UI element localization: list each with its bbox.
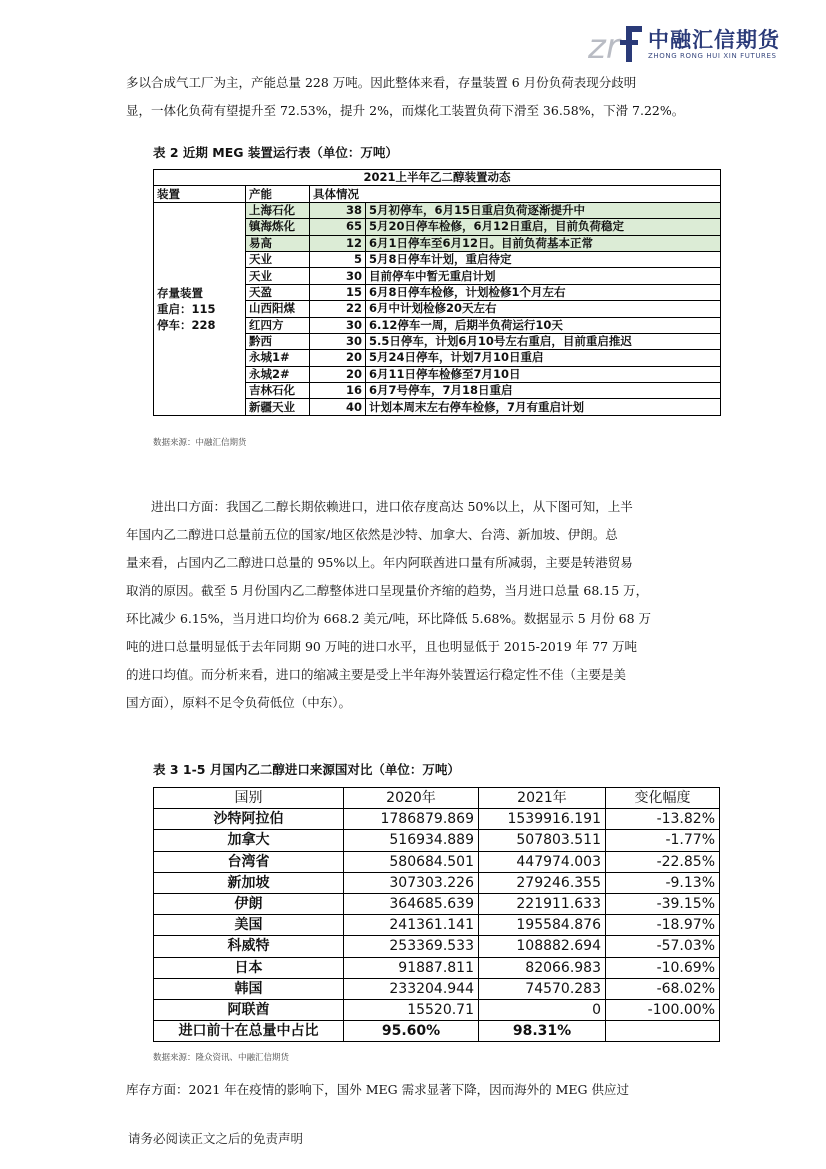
inventory-paragraph (126, 1076, 706, 1104)
table-row (154, 893, 720, 914)
plant-name: 永城1# (246, 350, 310, 366)
table3-header-2020: 2020年 (344, 788, 479, 809)
plant-detail: 5.5日停车，计划6月10号左右重启，目前重启推迟 (366, 333, 721, 349)
plant-capacity: 38 (310, 202, 366, 218)
plant-capacity: 16 (310, 383, 366, 399)
plant-detail: 目前停车中暂无重启计划 (366, 268, 721, 284)
table2-source: 数据来源：中融汇信期货 (153, 438, 247, 448)
text-line: 量来看，占国内乙二醇进口总量的 95%以上。年内阿联酋进口量有所减弱，主要是转港贸易 (126, 555, 633, 570)
share-change (606, 1021, 720, 1042)
text-line: 国方面），原料不足令负荷低位（中东）。 (126, 695, 352, 710)
change-pct: -57.03% (606, 936, 720, 957)
country-name: 美国 (154, 915, 344, 936)
table-row (154, 915, 720, 936)
text-line: 吨的进口总量明显低于去年同期 90 万吨的进口水平，且也明显低于 2015-2019 年 77 万吨 (126, 639, 637, 654)
value-2020: 1786879.869 (344, 809, 479, 830)
share-label: 进口前十在总量中占比 (154, 1021, 344, 1042)
plant-name: 黔西 (246, 333, 310, 349)
disclaimer-footer: 请务必阅读正文之后的免责声明 (128, 1131, 304, 1146)
value-2021: 195584.876 (479, 915, 606, 936)
group-label-line: 存量装置 (157, 285, 203, 300)
plant-detail: 6月1日停车至6月12日。目前负荷基本正常 (366, 235, 721, 251)
meg-plant-table (153, 169, 721, 416)
country-name: 科威特 (154, 936, 344, 957)
share-row (154, 1021, 720, 1042)
plant-detail: 5月24日停车，计划7月10日重启 (366, 350, 721, 366)
import-source-table (153, 787, 720, 1042)
plant-detail: 6月7号停车，7月18日重启 (366, 383, 721, 399)
table3-header-2021: 2021年 (479, 788, 606, 809)
plant-capacity: 30 (310, 333, 366, 349)
value-2021: 1539916.191 (479, 809, 606, 830)
change-pct: -100.00% (606, 999, 720, 1020)
share-2020: 95.60% (344, 1021, 479, 1042)
plant-capacity: 30 (310, 268, 366, 284)
svg-text:zr: zr (588, 27, 620, 64)
plant-capacity: 20 (310, 350, 366, 366)
plant-capacity: 5 (310, 251, 366, 267)
table-row (154, 936, 720, 957)
plant-capacity: 22 (310, 301, 366, 317)
text-line: 环比减少 6.15%，当月进口均价为 668.2 美元/吨，环比降低 5.68%。数据显示 5 月份 68 万 (126, 611, 652, 626)
table2-header-detail: 具体情况 (310, 186, 721, 202)
value-2020: 241361.141 (344, 915, 479, 936)
group-label-line: 停车：228 (157, 317, 216, 332)
table-row (154, 830, 720, 851)
logo-en-text: ZHONG RONG HUI XIN FUTURES (648, 52, 777, 60)
plant-capacity: 40 (310, 399, 366, 415)
plant-detail: 6月8日停车检修，计划检修1个月左右 (366, 284, 721, 300)
table3-caption: 表 3 1-5 月国内乙二醇进口来源国对比（单位：万吨） (153, 762, 460, 777)
plant-capacity: 20 (310, 366, 366, 382)
value-2020: 307303.226 (344, 872, 479, 893)
plant-detail: 5月8日停车计划，重启待定 (366, 251, 721, 267)
value-2020: 233204.944 (344, 978, 479, 999)
value-2020: 580684.501 (344, 851, 479, 872)
table-row (154, 957, 720, 978)
logo-cn-text: 中融汇信期货 (648, 28, 780, 52)
plant-detail: 5月初停车，6月15日重启负荷逐渐提升中 (366, 202, 721, 218)
change-pct: -13.82% (606, 809, 720, 830)
value-2021: 82066.983 (479, 957, 606, 978)
plant-name: 吉林石化 (246, 383, 310, 399)
value-2021: 507803.511 (479, 830, 606, 851)
group-label (154, 202, 246, 415)
table-row (154, 809, 720, 830)
plant-detail: 6月11日停车检修至7月10日 (366, 366, 721, 382)
plant-detail: 计划本周末左右停车检修，7月有重启计划 (366, 399, 721, 415)
plant-capacity: 12 (310, 235, 366, 251)
country-name: 新加坡 (154, 872, 344, 893)
value-2021: 221911.633 (479, 893, 606, 914)
zrf-logo-mark-icon (588, 24, 644, 64)
plant-name: 山西阳煤 (246, 301, 310, 317)
value-2021: 74570.283 (479, 978, 606, 999)
table3-header-country: 国别 (154, 788, 344, 809)
table3-header-change: 变化幅度 (606, 788, 720, 809)
share-2021: 98.31% (479, 1021, 606, 1042)
change-pct: -18.97% (606, 915, 720, 936)
value-2020: 91887.811 (344, 957, 479, 978)
table-row (154, 851, 720, 872)
change-pct: -1.77% (606, 830, 720, 851)
table2-header-plant: 装置 (154, 186, 246, 202)
company-logo (588, 22, 778, 66)
plant-name: 镇海炼化 (246, 219, 310, 235)
country-name: 韩国 (154, 978, 344, 999)
plant-detail: 6.12停车一周，后期半负荷运行10天 (366, 317, 721, 333)
text-line: 多以合成气工厂为主，产能总量 228 万吨。因此整体来看，存量装置 6 月份负荷表现分歧明 (126, 75, 637, 90)
value-2020: 253369.533 (344, 936, 479, 957)
text-line: 年国内乙二醇进口总量前五位的国家/地区依然是沙特、加拿大、台湾、新加坡、伊朗。总 (126, 527, 618, 542)
text-line: 库存方面：2021 年在疫情的影响下，国外 MEG 需求显著下降，因而海外的 MEG 供应过 (126, 1082, 629, 1097)
table-row (154, 999, 720, 1020)
change-pct: -9.13% (606, 872, 720, 893)
value-2021: 0 (479, 999, 606, 1020)
value-2021: 447974.003 (479, 851, 606, 872)
table2-title: 2021上半年乙二醇装置动态 (154, 170, 721, 186)
country-name: 台湾省 (154, 851, 344, 872)
plant-name: 易高 (246, 235, 310, 251)
group-label-line: 重启：115 (157, 301, 216, 316)
plant-name: 红四方 (246, 317, 310, 333)
plant-capacity: 15 (310, 284, 366, 300)
value-2020: 516934.889 (344, 830, 479, 851)
text-line: 的进口均值。而分析来看，进口的缩减主要是受上半年海外装置运行稳定性不佳（主要是美 (126, 667, 627, 682)
value-2020: 15520.71 (344, 999, 479, 1020)
change-pct: -39.15% (606, 893, 720, 914)
country-name: 伊朗 (154, 893, 344, 914)
country-name: 阿联酋 (154, 999, 344, 1020)
plant-name: 天业 (246, 251, 310, 267)
plant-name: 新疆天业 (246, 399, 310, 415)
value-2021: 108882.694 (479, 936, 606, 957)
table-row (154, 872, 720, 893)
change-pct: -22.85% (606, 851, 720, 872)
plant-detail: 6月中计划检修20天左右 (366, 301, 721, 317)
change-pct: -10.69% (606, 957, 720, 978)
text-line: 显，一体化负荷有望提升至 72.53%，提升 2%，而煤化工装置负荷下滑至 36.58%，下滑 7.22%。 (126, 103, 685, 118)
country-name: 日本 (154, 957, 344, 978)
intro-paragraph (126, 69, 706, 125)
table3-source: 数据来源：隆众资讯、中融汇信期货 (153, 1053, 290, 1063)
table-row (154, 978, 720, 999)
plant-name: 天盈 (246, 284, 310, 300)
table-row (154, 202, 721, 218)
change-pct: -68.02% (606, 978, 720, 999)
country-name: 加拿大 (154, 830, 344, 851)
plant-capacity: 30 (310, 317, 366, 333)
plant-capacity: 65 (310, 219, 366, 235)
value-2020: 364685.639 (344, 893, 479, 914)
table2-caption: 表 2 近期 MEG 装置运行表（单位：万吨） (153, 145, 398, 160)
country-name: 沙特阿拉伯 (154, 809, 344, 830)
plant-name: 上海石化 (246, 202, 310, 218)
text-line: 进出口方面：我国乙二醇长期依赖进口，进口依存度高达 50%以上，从下图可知，上半 (151, 499, 633, 514)
text-line: 取消的原因。截至 5 月份国内乙二醇整体进口呈现量价齐缩的趋势，当月进口总量 68.15 万， (126, 583, 649, 598)
value-2021: 279246.355 (479, 872, 606, 893)
plant-detail: 5月20日停车检修，6月12日重启，目前负荷稳定 (366, 219, 721, 235)
plant-name: 天业 (246, 268, 310, 284)
table2-header-capacity: 产能 (246, 186, 310, 202)
plant-name: 永城2# (246, 366, 310, 382)
import-paragraph (126, 493, 706, 717)
